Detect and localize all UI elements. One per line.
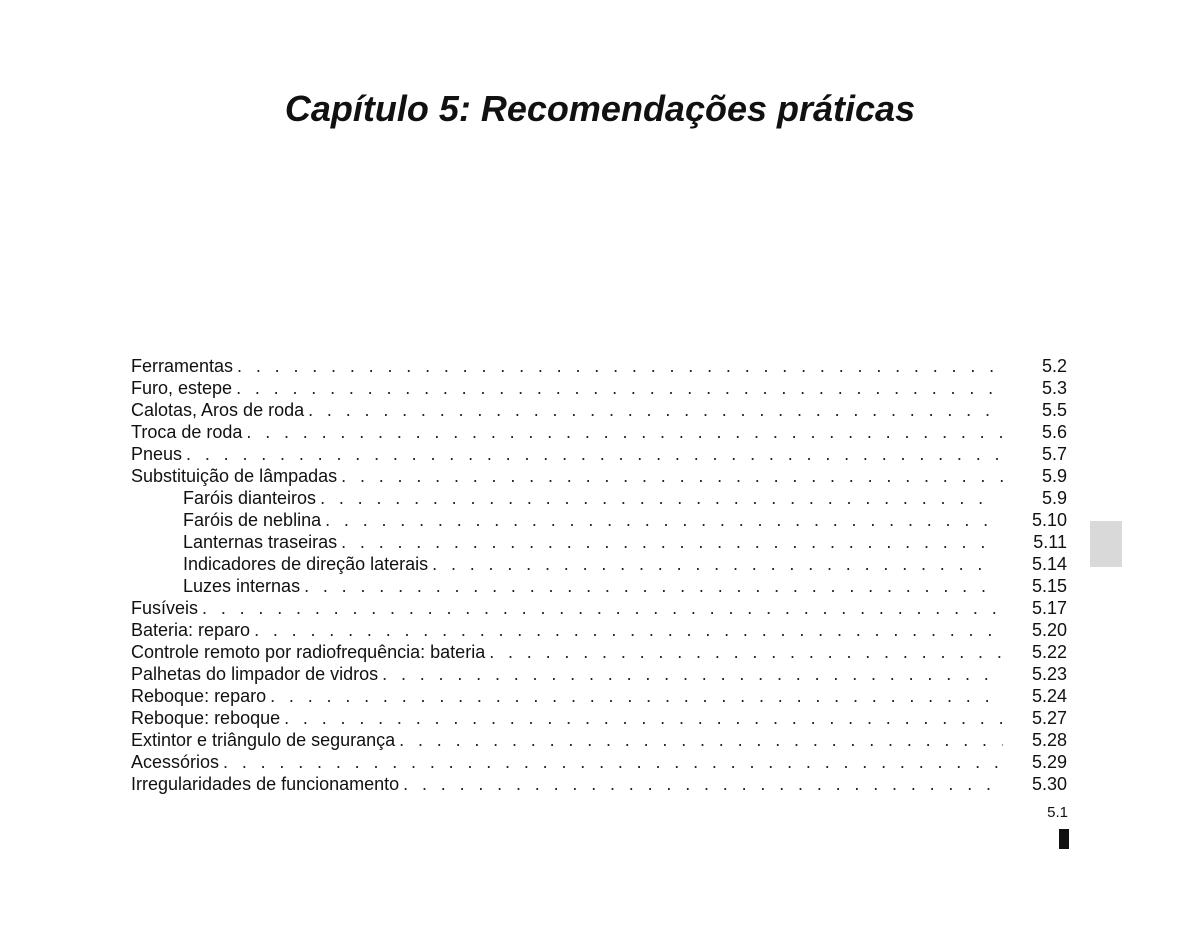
toc-entry-page: 5.9 (1041, 488, 1067, 508)
chapter-side-tab (1090, 521, 1122, 567)
toc-leader-dots (237, 355, 1003, 377)
toc-entry-page: 5.7 (1041, 444, 1067, 464)
toc-entry-label: Substituição de lâmpadas (131, 466, 338, 486)
toc-leader-dots (284, 707, 1003, 729)
toc-entry[interactable] (131, 421, 1067, 443)
toc-leader-dots (489, 641, 1003, 663)
table-of-contents (131, 355, 1067, 795)
toc-entry[interactable] (131, 707, 1067, 729)
toc-entry[interactable] (131, 443, 1067, 465)
toc-entry-page: 5.24 (1031, 686, 1067, 706)
toc-entry[interactable] (131, 465, 1067, 487)
toc-leader-dots (325, 509, 993, 531)
toc-entry-label: Extintor e triângulo de segurança (131, 730, 396, 750)
toc-entry[interactable] (131, 685, 1067, 707)
toc-subentry[interactable] (131, 487, 1067, 509)
toc-entry-page: 5.20 (1031, 620, 1067, 640)
toc-entry[interactable] (131, 355, 1067, 377)
chapter-title: Capítulo 5: Recomendações práticas (284, 88, 916, 129)
toc-entry-page: 5.17 (1031, 598, 1067, 618)
toc-subentry[interactable] (131, 575, 1067, 597)
toc-leader-dots (223, 751, 1003, 773)
toc-entry-label: Troca de roda (131, 422, 243, 442)
toc-entry-label: Controle remoto por radiofrequência: bateria (131, 642, 486, 662)
toc-entry-page: 5.14 (1031, 554, 1067, 574)
toc-leader-dots (432, 553, 993, 575)
toc-entry-page: 5.23 (1031, 664, 1067, 684)
toc-subentry[interactable] (131, 531, 1067, 553)
toc-leader-dots (308, 399, 1003, 421)
toc-entry-label: Acessórios (131, 752, 220, 772)
toc-entry-page: 5.28 (1031, 730, 1067, 750)
toc-leader-dots (246, 421, 1003, 443)
toc-leader-dots (399, 729, 1003, 751)
toc-entry-page: 5.10 (1031, 510, 1067, 530)
toc-subentry[interactable] (131, 553, 1067, 575)
toc-leader-dots (236, 377, 1003, 399)
toc-entry-label: Palhetas do limpador de vidros (131, 664, 379, 684)
toc-entry-label: Fusíveis (131, 598, 199, 618)
toc-leader-dots (320, 487, 993, 509)
toc-entry-page: 5.5 (1041, 400, 1067, 420)
toc-subentry[interactable] (131, 509, 1067, 531)
toc-entry-page: 5.30 (1031, 774, 1067, 794)
toc-entry-page: 5.2 (1041, 356, 1067, 376)
page-number: 5.1 (1047, 804, 1068, 821)
toc-entry-label: Calotas, Aros de roda (131, 400, 305, 420)
toc-entry-page: 5.29 (1031, 752, 1067, 772)
toc-entry-label: Reboque: reparo (131, 686, 267, 706)
toc-entry-label: Irregularidades de funcionamento (131, 774, 400, 794)
toc-entry-page: 5.9 (1041, 466, 1067, 486)
toc-entry[interactable] (131, 751, 1067, 773)
toc-entry-page: 5.15 (1031, 576, 1067, 596)
toc-entry-label: Bateria: reparo (131, 620, 251, 640)
toc-entry-label: Reboque: reboque (131, 708, 281, 728)
toc-entry[interactable] (131, 377, 1067, 399)
toc-entry-page: 5.3 (1041, 378, 1067, 398)
toc-leader-dots (341, 531, 993, 553)
toc-entry-page: 5.27 (1031, 708, 1067, 728)
toc-entry-label: Furo, estepe (131, 378, 233, 398)
toc-leader-dots (403, 773, 1003, 795)
page-marker (1059, 829, 1069, 849)
toc-entry[interactable] (131, 641, 1067, 663)
toc-leader-dots (186, 443, 1003, 465)
toc-leader-dots (254, 619, 1003, 641)
toc-leader-dots (202, 597, 1003, 619)
toc-entry-label: Faróis de neblina (183, 510, 322, 530)
toc-entry-label: Faróis dianteiros (183, 488, 317, 508)
toc-entry-label: Pneus (131, 444, 183, 464)
toc-entry-label: Indicadores de direção laterais (183, 554, 429, 574)
toc-entry-label: Luzes internas (183, 576, 301, 596)
toc-entry[interactable] (131, 399, 1067, 421)
toc-entry-label: Lanternas traseiras (183, 532, 338, 552)
toc-leader-dots (382, 663, 1003, 685)
toc-entry-page: 5.6 (1041, 422, 1067, 442)
toc-entry[interactable] (131, 773, 1067, 795)
toc-entry[interactable] (131, 619, 1067, 641)
toc-leader-dots (341, 465, 1003, 487)
toc-leader-dots (270, 685, 1003, 707)
toc-entry-label: Ferramentas (131, 356, 234, 376)
toc-entry[interactable] (131, 663, 1067, 685)
toc-entry-page: 5.22 (1031, 642, 1067, 662)
toc-leader-dots (304, 575, 993, 597)
toc-entry[interactable] (131, 729, 1067, 751)
toc-entry-page: 5.11 (1033, 532, 1067, 552)
toc-entry[interactable] (131, 597, 1067, 619)
